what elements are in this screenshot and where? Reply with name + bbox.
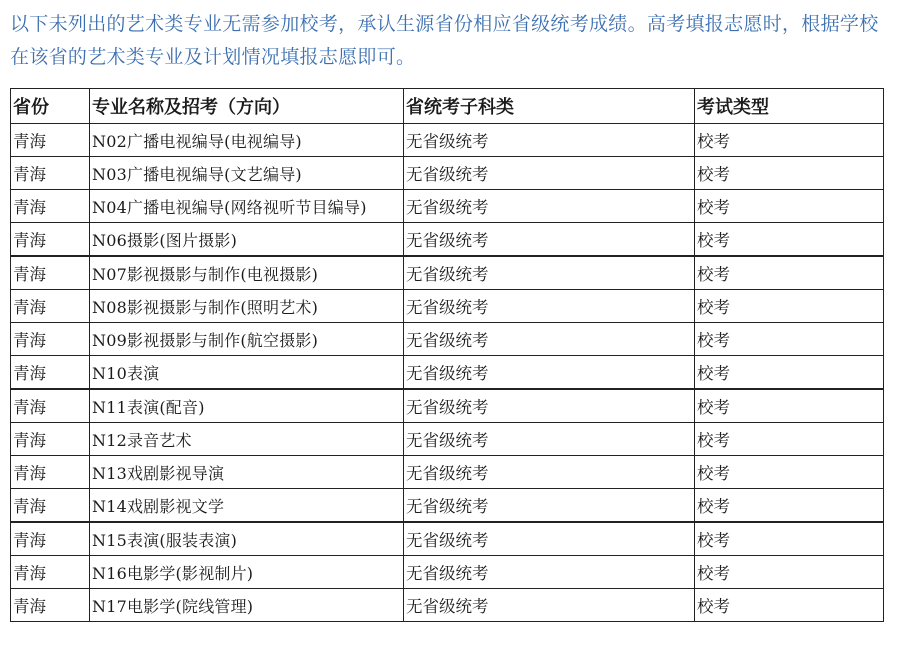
cell-province: 青海 <box>11 190 90 223</box>
cell-province: 青海 <box>11 522 90 556</box>
cell-major: N11表演(配音) <box>90 389 404 423</box>
cell-major: N12录音艺术 <box>90 423 404 456</box>
table-row <box>11 456 884 489</box>
cell-major: N07影视摄影与制作(电视摄影) <box>90 256 404 290</box>
table-header-row <box>11 89 884 124</box>
table-row <box>11 290 884 323</box>
cell-major: N03广播电视编导(文艺编导) <box>90 157 404 190</box>
cell-subcategory: 无省级统考 <box>404 290 695 323</box>
cell-province: 青海 <box>11 356 90 390</box>
cell-subcategory: 无省级统考 <box>404 157 695 190</box>
intro-paragraph: 以下未列出的艺术类专业无需参加校考，承认生源省份相应省级统考成绩。高考填报志愿时，根据学校在该省的艺术类专业及计划情况填报志愿即可。 <box>10 13 879 68</box>
cell-subcategory: 无省级统考 <box>404 356 695 390</box>
cell-major: N04广播电视编导(网络视听节目编导) <box>90 190 404 223</box>
cell-exam-type: 校考 <box>695 124 884 157</box>
table-row <box>11 124 884 157</box>
table-row <box>11 190 884 223</box>
cell-major: N13戏剧影视导演 <box>90 456 404 489</box>
header-major: 专业名称及招考（方向） <box>90 89 404 124</box>
cell-province: 青海 <box>11 589 90 622</box>
cell-major: N06摄影(图片摄影) <box>90 223 404 257</box>
cell-subcategory: 无省级统考 <box>404 522 695 556</box>
header-subcategory: 省统考子科类 <box>404 89 695 124</box>
header-province: 省份 <box>11 89 90 124</box>
cell-province: 青海 <box>11 389 90 423</box>
cell-subcategory: 无省级统考 <box>404 256 695 290</box>
cell-province: 青海 <box>11 256 90 290</box>
table-row <box>11 522 884 556</box>
table-row <box>11 489 884 523</box>
cell-subcategory: 无省级统考 <box>404 223 695 257</box>
table-row <box>11 389 884 423</box>
cell-exam-type: 校考 <box>695 556 884 589</box>
cell-subcategory: 无省级统考 <box>404 589 695 622</box>
cell-province: 青海 <box>11 456 90 489</box>
table-row <box>11 323 884 356</box>
cell-subcategory: 无省级统考 <box>404 423 695 456</box>
cell-province: 青海 <box>11 157 90 190</box>
cell-subcategory: 无省级统考 <box>404 124 695 157</box>
cell-exam-type: 校考 <box>695 423 884 456</box>
cell-subcategory: 无省级统考 <box>404 389 695 423</box>
cell-exam-type: 校考 <box>695 589 884 622</box>
cell-major: N17电影学(院线管理) <box>90 589 404 622</box>
cell-exam-type: 校考 <box>695 522 884 556</box>
cell-subcategory: 无省级统考 <box>404 190 695 223</box>
header-exam-type: 考试类型 <box>695 89 884 124</box>
cell-major: N02广播电视编导(电视编导) <box>90 124 404 157</box>
cell-exam-type: 校考 <box>695 223 884 257</box>
table-row <box>11 589 884 622</box>
cell-exam-type: 校考 <box>695 389 884 423</box>
cell-subcategory: 无省级统考 <box>404 456 695 489</box>
cell-province: 青海 <box>11 124 90 157</box>
cell-province: 青海 <box>11 423 90 456</box>
cell-major: N14戏剧影视文学 <box>90 489 404 523</box>
cell-province: 青海 <box>11 489 90 523</box>
cell-major: N15表演(服装表演) <box>90 522 404 556</box>
cell-major: N09影视摄影与制作(航空摄影) <box>90 323 404 356</box>
cell-province: 青海 <box>11 290 90 323</box>
cell-exam-type: 校考 <box>695 256 884 290</box>
art-majors-table <box>10 88 884 622</box>
cell-exam-type: 校考 <box>695 456 884 489</box>
cell-major: N08影视摄影与制作(照明艺术) <box>90 290 404 323</box>
table-row <box>11 556 884 589</box>
cell-major: N16电影学(影视制片) <box>90 556 404 589</box>
cell-exam-type: 校考 <box>695 190 884 223</box>
cell-subcategory: 无省级统考 <box>404 556 695 589</box>
cell-exam-type: 校考 <box>695 356 884 390</box>
table-row <box>11 256 884 290</box>
cell-exam-type: 校考 <box>695 290 884 323</box>
table-row <box>11 223 884 257</box>
cell-province: 青海 <box>11 556 90 589</box>
table-row <box>11 356 884 390</box>
cell-subcategory: 无省级统考 <box>404 489 695 523</box>
table-row <box>11 423 884 456</box>
cell-subcategory: 无省级统考 <box>404 323 695 356</box>
cell-exam-type: 校考 <box>695 323 884 356</box>
cell-province: 青海 <box>11 323 90 356</box>
table-row <box>11 157 884 190</box>
cell-exam-type: 校考 <box>695 157 884 190</box>
cell-province: 青海 <box>11 223 90 257</box>
cell-exam-type: 校考 <box>695 489 884 523</box>
cell-major: N10表演 <box>90 356 404 390</box>
